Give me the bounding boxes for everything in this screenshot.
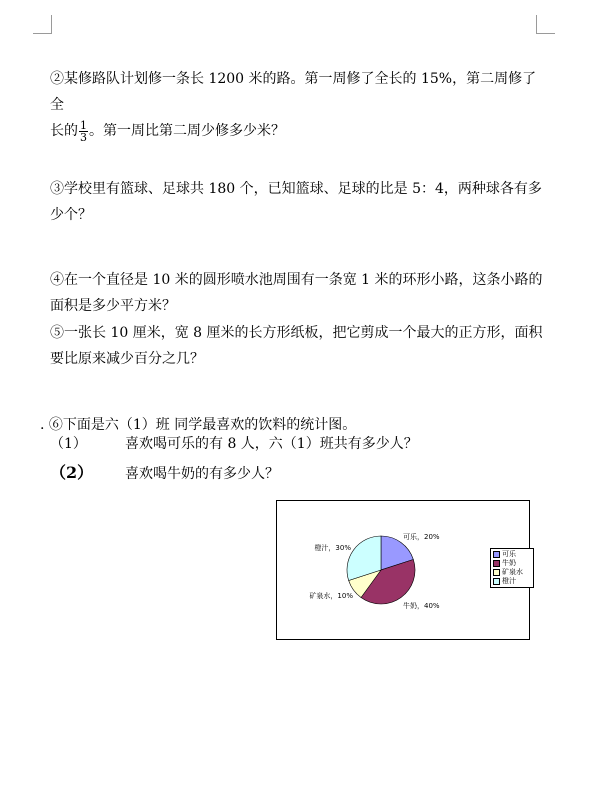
question-3-line-2: 少个？ [50,207,92,223]
fraction [79,120,88,143]
question-2-line-2-suffix: 。第一周比第二周少修多少米？ [89,123,285,139]
legend-item-milk [493,559,531,568]
question-5 [50,320,545,372]
pie-chart [276,500,530,640]
question-4 [50,267,545,319]
fraction-denominator: 3 [80,130,87,144]
question-6-sub-2-index: （2） [50,463,94,482]
legend-label-juice: 橙汁 [502,577,516,585]
page-corner-mark-top-left [33,15,52,34]
chart-legend [490,548,534,588]
question-2-line-1: ②某修路队计划修一条长 1200 米的路。第一周修了全长的 15%，第二周修了全 [50,71,537,113]
pie-label-water: 矿泉水，10% [309,592,353,600]
question-2-line-2 [50,118,545,144]
question-6-sub-2 [50,463,279,484]
fraction-numerator: 1 [80,118,87,132]
question-6-sub-2-text: 喜欢喝牛奶的有多少人？ [125,466,279,482]
legend-swatch-cola [493,551,500,558]
question-5-line-2: 要比原来减少百分之几？ [50,351,204,367]
legend-swatch-water [493,569,500,576]
legend-label-milk: 牛奶 [502,559,516,567]
legend-item-cola [493,550,531,559]
legend-swatch-juice [493,578,500,585]
question-3-line-1: ③学校里有篮球、足球共 180 个，已知篮球、足球的比是 5：4，两种球各有多 [50,181,542,197]
legend-swatch-milk [493,560,500,567]
legend-label-water: 矿泉水 [502,568,523,576]
page-corner-mark-top-right [536,15,555,34]
question-6-sub-1-index: （1） [50,436,87,452]
question-6-sub-1 [50,434,418,454]
question-4-line-1: ④在一个直径是 10 米的圆形喷水池周围有一条宽 1 米的环形小路，这条小路的 [50,272,543,288]
pie-label-cola: 可乐，20% [403,533,440,541]
question-6-sub-1-text: 喜欢喝可乐的有 8 人，六（1）班共有多少人？ [125,436,418,452]
question-5-line-1: ⑤一张长 10 厘米，宽 8 厘米的长方形纸板，把它剪成一个最大的正方形，面积 [50,325,543,341]
legend-label-cola: 可乐 [502,550,516,558]
legend-item-juice [493,577,531,586]
legend-item-water [493,568,531,577]
question-2 [50,66,545,144]
question-2-line-2-prefix: 长的 [50,123,78,139]
question-6-intro: . ⑥下面是六（1）班 同学最喜欢的饮料的统计图。 [40,417,357,433]
pie-label-juice: 橙汁，30% [314,544,351,552]
question-4-line-2: 面积是多少平方米？ [50,298,176,314]
question-3 [50,176,545,228]
pie-label-milk: 牛奶，40% [403,602,440,610]
